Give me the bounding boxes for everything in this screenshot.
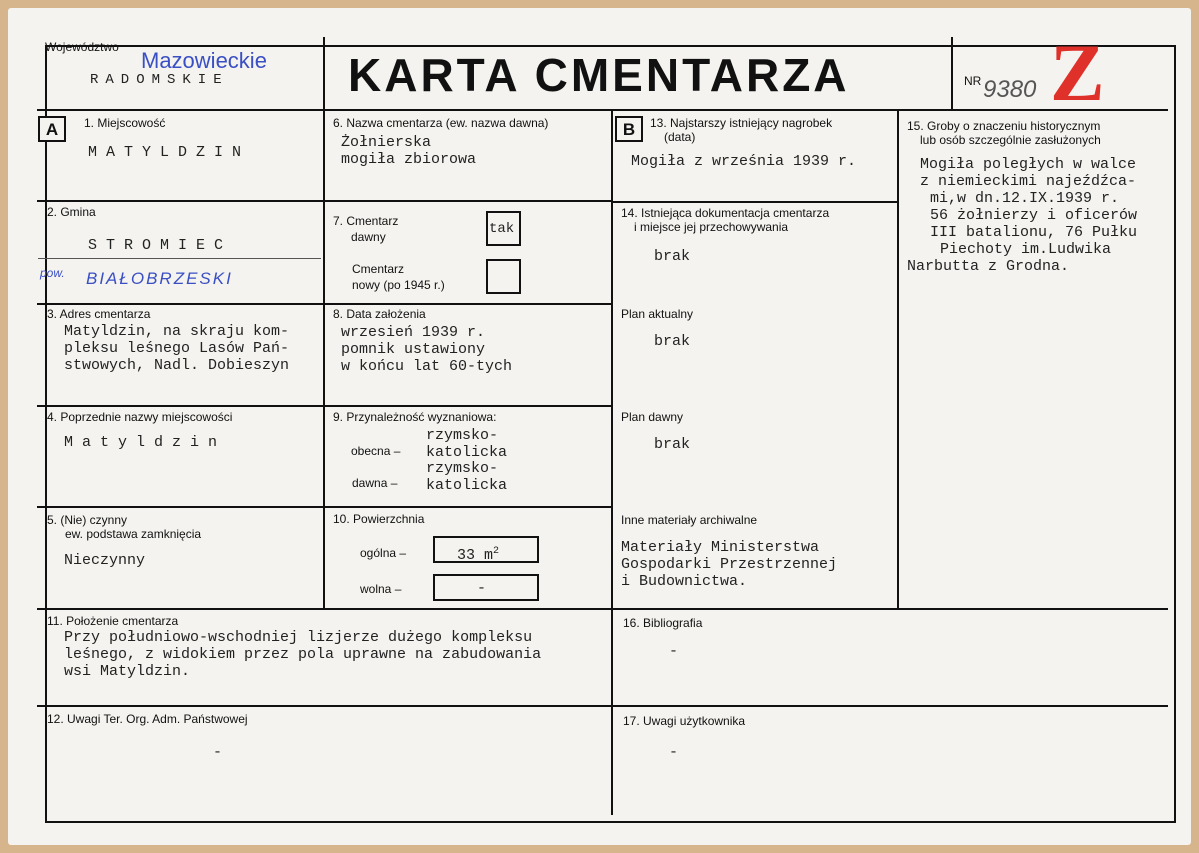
field-17-value: - — [669, 744, 679, 761]
field-3-line: pleksu leśnego Lasów Pań- — [64, 340, 290, 357]
field-8-line: pomnik ustawiony — [341, 341, 486, 358]
divider — [613, 201, 897, 203]
field-17-label: 17. Uwagi użytkownika — [623, 714, 746, 728]
inne-materialy-label: Inne materiały archiwalne — [621, 513, 758, 527]
divider — [897, 109, 899, 610]
divider — [611, 109, 613, 815]
plan-aktualny-label: Plan aktualny — [621, 307, 694, 321]
divider — [37, 608, 1168, 610]
obecna-value: rzymsko- — [426, 427, 499, 444]
field-11-line: leśnego, z widokiem przez pola uprawne na zabudowania — [64, 646, 542, 663]
field-16-value: - — [669, 643, 679, 660]
divider — [37, 705, 1168, 707]
field-1-value: MATYLDZIN — [88, 144, 251, 161]
field-15-line: Narbutta z Grodna. — [907, 258, 1070, 275]
red-mark-z: Z — [1050, 27, 1105, 118]
field-5-label: 5. (Nie) czynny — [47, 513, 128, 527]
obecna-value: katolicka — [426, 444, 508, 461]
field-3-line: stwowych, Nadl. Dobieszyn — [64, 357, 290, 374]
field-15-line: Mogiła poległych w walce — [920, 156, 1137, 173]
field-16-label: 16. Bibliografia — [623, 616, 703, 630]
ogolna-number: 33 m — [457, 547, 494, 564]
field-2-value: STROMIEC — [88, 237, 233, 254]
field-11-line: Przy południowo-wschodniej lizjerze dużego kompleksu — [64, 629, 533, 646]
dawny-value: tak — [489, 221, 515, 237]
field-6-label: 6. Nazwa cmentarza (ew. nazwa dawna) — [333, 116, 549, 130]
card-title: KARTA CMENTARZA — [348, 49, 850, 101]
field-14-value: brak — [654, 248, 691, 265]
wojewodztwo-value: RADOMSKIE — [90, 72, 229, 88]
field-8-line: wrzesień 1939 r. — [341, 324, 486, 341]
inne-materialy-line: Materiały Ministerstwa — [621, 539, 820, 556]
divider — [951, 37, 953, 110]
obecna-label: obecna – — [351, 444, 401, 458]
field-3-label: 3. Adres cmentarza — [47, 307, 151, 321]
divider — [37, 109, 1168, 111]
field-11-label: 11. Położenie cmentarza — [47, 614, 179, 628]
field-12-value: - — [213, 744, 223, 761]
dawna-value: rzymsko- — [426, 460, 499, 477]
plan-dawny-label: Plan dawny — [621, 410, 684, 424]
field-4-label: 4. Poprzednie nazwy miejscowości — [47, 410, 233, 424]
divider — [323, 37, 325, 610]
powiat-value: BIAŁOBRZESKI — [86, 269, 233, 288]
field-8-line: w końcu lat 60-tych — [341, 358, 513, 375]
field-9-label: 9. Przynależność wyznaniowa: — [333, 410, 497, 424]
field-8-label: 8. Data założenia — [333, 307, 426, 321]
dawna-label: dawna – — [352, 476, 398, 490]
field-15-line: z niemieckimi najeźdźca- — [920, 173, 1137, 190]
field-1-label: 1. Miejscowość — [84, 116, 166, 130]
plan-dawny-value: brak — [654, 436, 691, 453]
field-14-sublabel: i miejsce jej przechowywania — [634, 220, 789, 234]
field-6-line: mogiła zbiorowa — [341, 151, 477, 168]
field-15-line: III batalionu, 76 Pułku — [930, 224, 1138, 241]
section-b-badge: B — [615, 116, 643, 142]
field-15-line: 56 żołnierzy i oficerów — [930, 207, 1138, 224]
section-a-badge: A — [38, 116, 66, 142]
wojewodztwo-label: Województwo — [45, 40, 119, 54]
field-5-sublabel: ew. podstawa zamknięcia — [65, 527, 202, 541]
inne-materialy-line: i Budownictwa. — [621, 573, 748, 590]
nowy-checkbox — [486, 259, 521, 294]
cemetery-record-card — [8, 8, 1191, 845]
field-4-value: Matyldzin — [64, 434, 227, 451]
ogolna-unit-sup: 2 — [493, 546, 500, 557]
ogolna-value — [457, 544, 499, 564]
ogolna-label: ogólna – — [360, 546, 407, 560]
nr-label: NR — [964, 74, 982, 88]
dawna-value: katolicka — [426, 477, 508, 494]
field-15-line: mi,w dn.12.IX.1939 r. — [930, 190, 1120, 207]
field-13-sublabel: (data) — [664, 130, 696, 144]
field-15-label: 15. Groby o znaczeniu historycznym — [907, 119, 1101, 133]
field-12-label: 12. Uwagi Ter. Org. Adm. Państwowej — [47, 712, 248, 726]
wolna-label: wolna – — [360, 582, 402, 596]
dawny-checkbox — [486, 211, 521, 246]
powiat-note: pow. — [40, 266, 65, 280]
field-11-line: wsi Matyldzin. — [64, 663, 191, 680]
record-number: 9380 — [983, 76, 1037, 103]
field-7-label: 7. Cmentarz — [333, 214, 399, 228]
wolna-box — [433, 574, 539, 601]
ogolna-box — [433, 536, 539, 563]
field-13-label: 13. Najstarszy istniejący nagrobek — [650, 116, 833, 130]
underline — [38, 258, 321, 259]
field-2-label: 2. Gmina — [47, 205, 96, 219]
field-3-line: Matyldzin, na skraju kom- — [64, 323, 290, 340]
field-10-label: 10. Powierzchnia — [333, 512, 425, 526]
field-15-sublabel: lub osób szczególnie zasłużonych — [920, 133, 1101, 147]
field-7-dawny-label: dawny — [351, 230, 386, 244]
plan-aktualny-value: brak — [654, 333, 691, 350]
inne-materialy-line: Gospodarki Przestrzennej — [621, 556, 838, 573]
field-5-value: Nieczynny — [64, 552, 146, 569]
field-7-nowy-sublabel: nowy (po 1945 r.) — [352, 278, 445, 292]
wolna-value: - — [477, 580, 487, 597]
field-14-label: 14. Istniejąca dokumentacja cmentarza — [621, 206, 830, 220]
field-15-line: Piechoty im.Ludwika — [940, 241, 1112, 258]
province-stamp: Mazowieckie — [141, 48, 267, 73]
field-13-value: Mogiła z września 1939 r. — [631, 153, 857, 170]
field-7-nowy-label: Cmentarz — [352, 262, 405, 276]
field-6-line: Żołnierska — [341, 134, 432, 151]
